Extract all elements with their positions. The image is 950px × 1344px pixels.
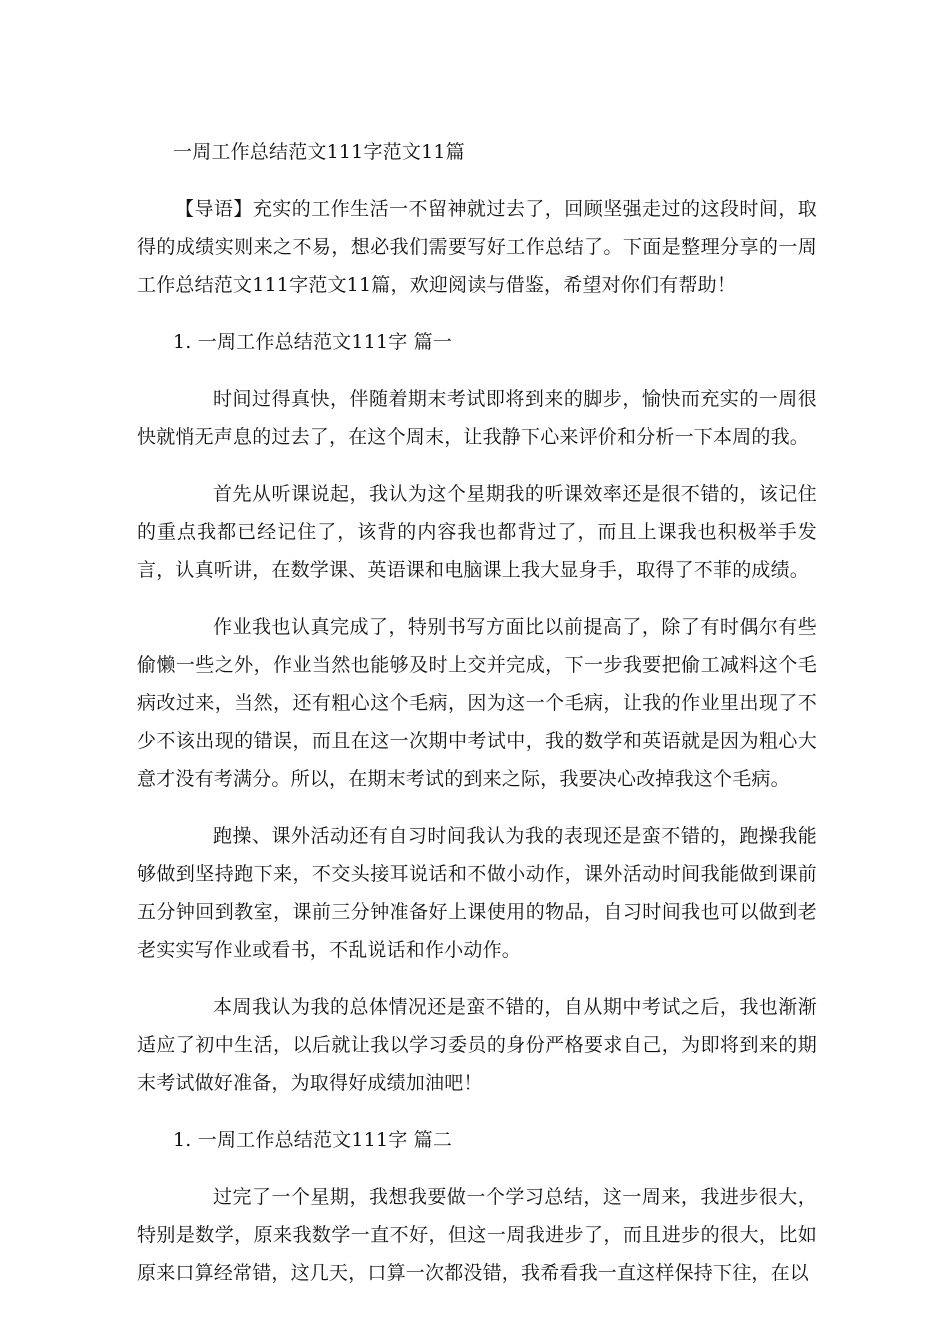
section1-paragraph-3: 作业我也认真完成了，特别书写方面比以前提高了，除了有时偶尔有些偷懒一些之外，作业当然也能够及时上交并完成，下一步我要把偷工减料这个毛病改过来，当然，还有粗心这个毛病，因为这一个毛病，让我的作业里出现了不少不该出现的错误，而且在这一次期中考试中，我的数学和英语就是因为粗心大意才没有考满分。所以，在期末考试的到来之际，我要决心改掉我这个毛病。 [137,616,817,790]
section1-paragraph-2: 首先从听课说起，我认为这个星期我的听课效率还是很不错的，该记住的重点我都已经记住了，该背的内容我也都背过了，而且上课我也积极举手发言，认真听讲，在数学课、英语课和电脑课上我大显身手，取得了不菲的成绩。 [137,483,817,581]
section1-paragraph-1: 时间过得真快，伴随着期末考试即将到来的脚步，愉快而充实的一周很快就悄无声息的过去了，在这个周末，让我静下心来评价和分析一下本周的我。 [137,388,817,448]
section-heading-2: 1. 一周工作总结范文111字 篇二 [173,1129,453,1151]
document-title: 一周工作总结范文111字范文11篇 [173,141,465,163]
section1-paragraph-4: 跑操、课外活动还有自习时间我认为我的表现还是蛮不错的，跑操我能够做到坚持跑下来，不交头接耳说话和不做小动作，课外活动时间我能做到课前五分钟回到教室，课前三分钟准备好上课使用的物品，自习时间我也可以做到老老实实写作业或看书，不乱说话和作小动作。 [137,825,817,961]
section-heading-1: 1. 一周工作总结范文111字 篇一 [173,331,453,353]
intro-paragraph: 【导语】充实的工作生活一不留神就过去了，回顾坚强走过的这段时间，取得的成绩实则来之不易，想必我们需要写好工作总结了。下面是整理分享的一周工作总结范文111字范文11篇，欢迎阅读与借鉴，希望对你们有帮助！ [137,198,817,296]
section2-paragraph-1: 过完了一个星期，我想我要做一个学习总结，这一周来，我进步很大，特别是数学，原来我数学一直不好，但这一周我进步了，而且进步的很大，比如原来口算经常错，这几天，口算一次都没错，我希看我一直这样保持下往，在以 [137,1186,817,1284]
section1-paragraph-5: 本周我认为我的总体情况还是蛮不错的，自从期中考试之后，我也渐渐适应了初中生活，以后就让我以学习委员的身份严格要求自己，为即将到来的期末考试做好准备，为取得好成绩加油吧！ [137,996,817,1094]
document-body [137,133,817,1311]
